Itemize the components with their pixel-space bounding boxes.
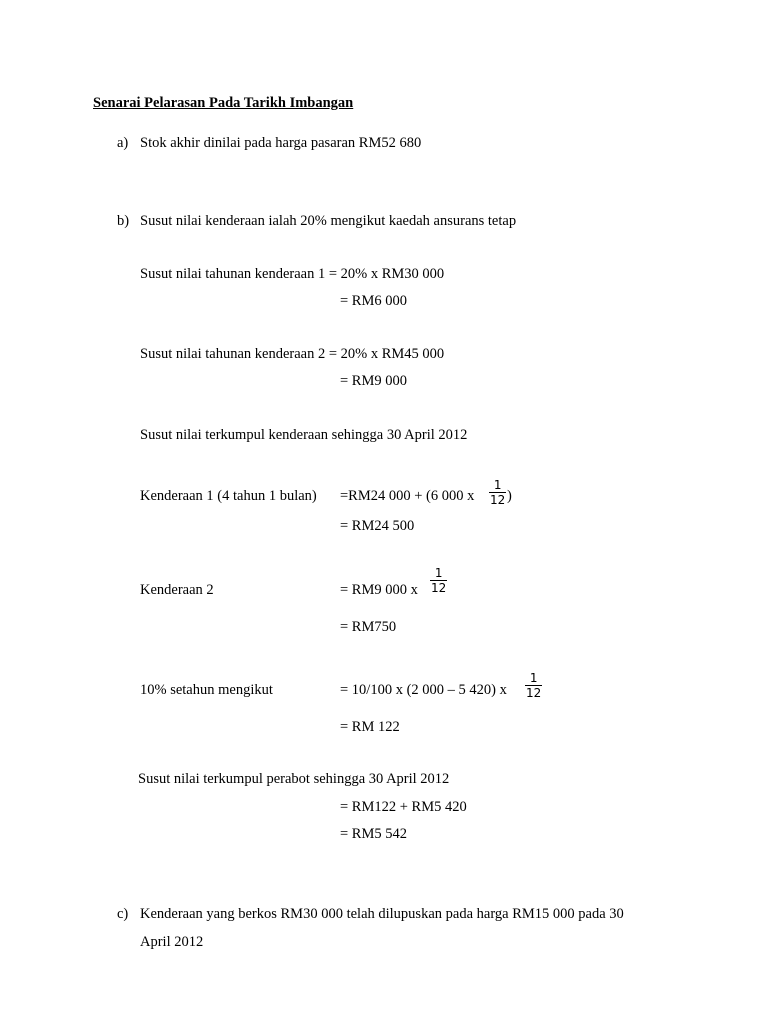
item-b-text: Susut nilai kenderaan ialah 20% mengikut kaedah ansurans tetap	[140, 213, 517, 229]
item-c-line-2: April 2012	[140, 934, 204, 950]
fraction-numerator: 1	[493, 478, 502, 492]
furniture-accumulated-heading: Susut nilai terkumpul perabot sehingga 30 April 2012	[138, 771, 450, 787]
furniture-accumulated-sum: = RM122 + RM5 420	[340, 799, 467, 815]
furniture-expression: = 10/100 x (2 000 – 5 420) x	[340, 682, 507, 698]
vehicle-1-expression: =RM24 000 + (6 000 x	[340, 488, 475, 504]
fraction-denominator: 12	[431, 581, 447, 595]
fraction-numerator: 1	[529, 671, 538, 685]
accumulated-depreciation-heading: Susut nilai terkumpul kenderaan sehingga 30 April 2012	[140, 427, 468, 443]
vehicle-1-annual-result: = RM6 000	[340, 293, 407, 309]
fraction-denominator: 12	[526, 686, 542, 700]
vehicle-1-annual-depreciation: Susut nilai tahunan kenderaan 1 = 20% x RM30 000	[140, 266, 445, 282]
furniture-rate-label: 10% setahun mengikut	[140, 682, 273, 698]
item-c-marker: c)	[117, 906, 129, 922]
vehicle-2-annual-depreciation: Susut nilai tahunan kenderaan 2 = 20% x RM45 000	[140, 346, 445, 362]
vehicle-2-annual-result: = RM9 000	[340, 373, 407, 389]
item-a-text: Stok akhir dinilai pada harga pasaran RM52 680	[140, 135, 422, 151]
vehicle-2-expression: = RM9 000 x	[340, 582, 418, 598]
page-title: Senarai Pelarasan Pada Tarikh Imbangan	[93, 95, 354, 111]
item-c-line-1: Kenderaan yang berkos RM30 000 telah dilupuskan pada harga RM15 000 pada 30	[140, 906, 624, 922]
item-a-marker: a)	[117, 135, 129, 151]
item-b-marker: b)	[117, 213, 130, 229]
vehicle-2-label: Kenderaan 2	[140, 582, 214, 598]
vehicle-1-fraction	[489, 479, 506, 506]
vehicle-1-expression-close: )	[507, 488, 512, 504]
furniture-accumulated-result: = RM5 542	[340, 826, 407, 842]
vehicle-2-result: = RM750	[340, 619, 397, 635]
fraction-denominator: 12	[490, 493, 506, 507]
fraction-numerator: 1	[434, 566, 443, 580]
vehicle-1-result: = RM24 500	[340, 518, 415, 534]
vehicle-2-fraction	[430, 567, 447, 594]
vehicle-1-label: Kenderaan 1 (4 tahun 1 bulan)	[140, 488, 317, 504]
furniture-fraction	[525, 672, 542, 699]
furniture-result: = RM 122	[340, 719, 400, 735]
